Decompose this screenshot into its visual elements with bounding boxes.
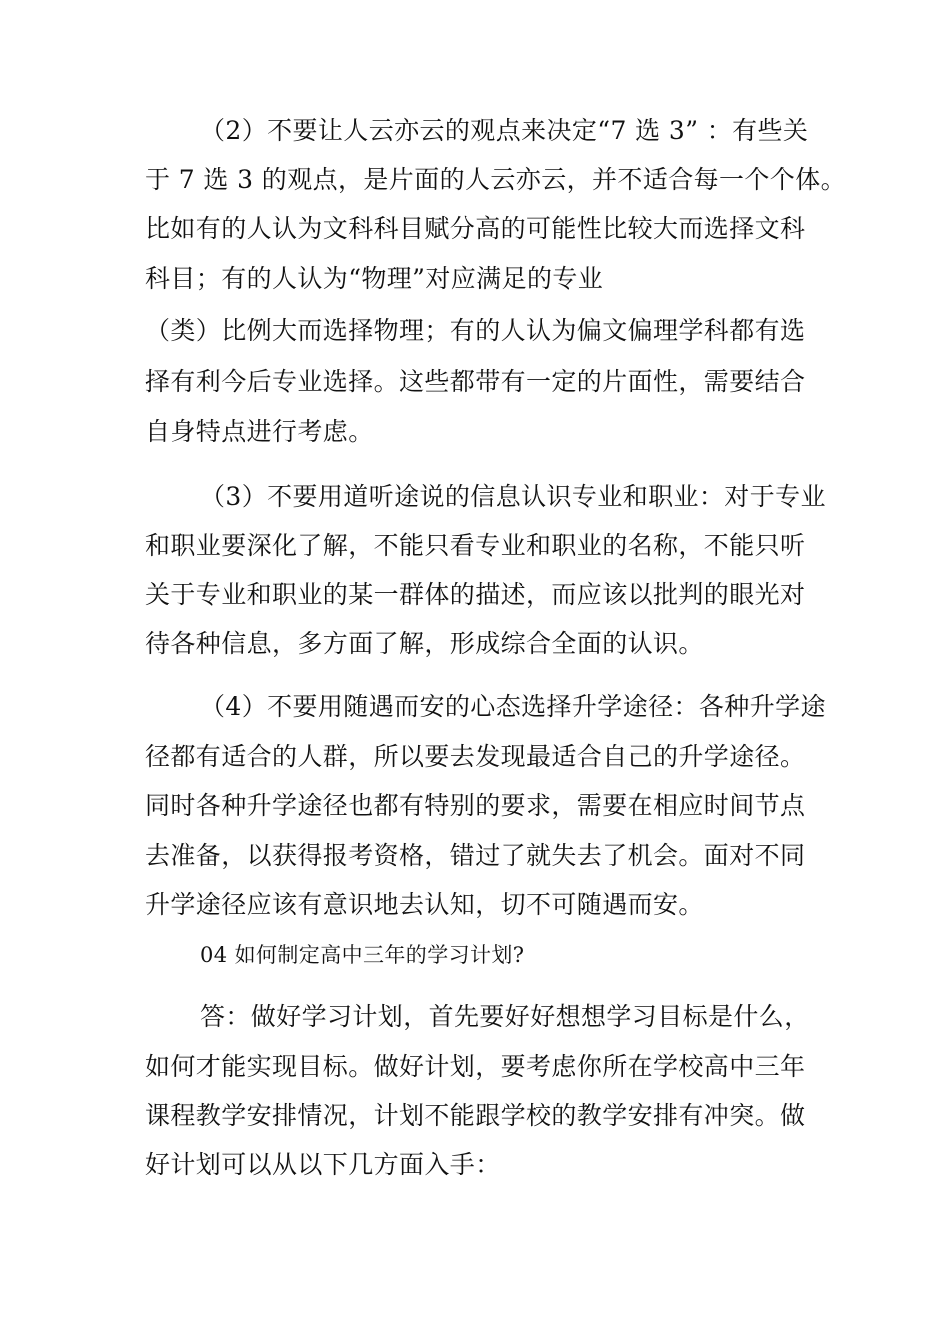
answer-line-4: 好计划可以从以下几方面入手： (145, 1150, 501, 1179)
paragraph-3-line-3: 关于专业和职业的某一群体的描述，而应该以批判的眼光对 (145, 580, 806, 609)
paragraph-2-line-3: 比如有的人认为文科科目赋分高的可能性比较大而选择文科 (145, 214, 806, 243)
answer-line-1: 答：做好学习计划，首先要好好想想学习目标是什么， (200, 1002, 810, 1031)
paragraph-2-line-4: 科目；有的人认为“物理”对应满足的专业 (145, 264, 604, 293)
section-heading-04: 04 如何制定高中三年的学习计划? (200, 943, 525, 967)
answer-line-3: 课程教学安排情况，计划不能跟学校的教学安排有冲突。做 (145, 1101, 806, 1130)
paragraph-2-line-2: 于 7 选 3 的观点，是片面的人云亦云，并不适合每一个个体。 (145, 165, 847, 194)
paragraph-2-line-1: （2）不要让人云亦云的观点来决定“7 选 3” ：有些关 (200, 116, 809, 145)
paragraph-3-line-2: 和职业要深化了解，不能只看专业和职业的名称，不能只听 (145, 531, 806, 560)
paragraph-4-line-2: 径都有适合的人群，所以要去发现最适合自己的升学途径。 (145, 742, 806, 771)
paragraph-3-line-4: 待各种信息，多方面了解，形成综合全面的认识。 (145, 629, 704, 658)
answer-line-2: 如何才能实现目标。做好计划，要考虑你所在学校高中三年 (145, 1052, 806, 1081)
paragraph-4-line-3: 同时各种升学途径也都有特别的要求，需要在相应时间节点 (145, 791, 806, 820)
paragraph-4-line-5: 升学途径应该有意识地去认知，切不可随遇而安。 (145, 890, 704, 919)
paragraph-4-line-1: （4）不要用随遇而安的心态选择升学途径：各种升学途 (200, 692, 826, 721)
paragraph-2-line-7: 自身特点进行考虑。 (145, 417, 374, 446)
paragraph-2-line-6: 择有利今后专业选择。这些都带有一定的片面性，需要结合 (145, 367, 806, 396)
paragraph-4-line-4: 去准备，以获得报考资格，错过了就失去了机会。面对不同 (145, 841, 806, 870)
paragraph-2-line-5: （类）比例大而选择物理；有的人认为偏文偏理学科都有选 (145, 316, 806, 345)
paragraph-3-line-1: （3）不要用道听途说的信息认识专业和职业：对于专业 (200, 482, 826, 511)
